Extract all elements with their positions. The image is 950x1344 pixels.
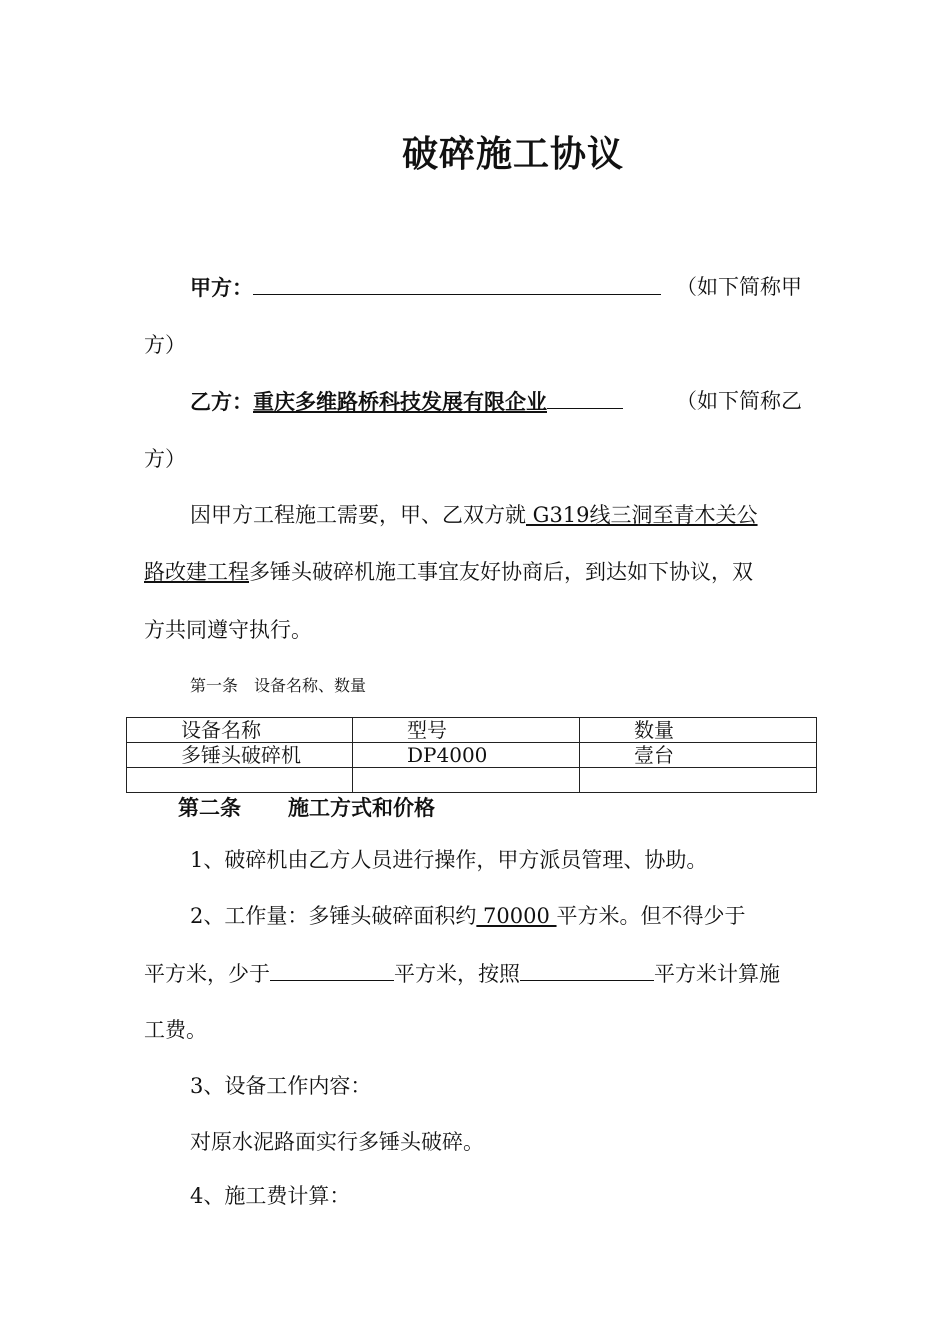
- table-cell: 多锤头破碎机: [127, 743, 353, 768]
- table-cell: [580, 768, 817, 793]
- party-b-label: 乙方：: [190, 389, 253, 414]
- item-2-text-c: 平方米，少于: [144, 962, 270, 986]
- table-cell: [127, 768, 353, 793]
- document-title: 破碎施工协议: [401, 133, 624, 175]
- table-header-cell: 型号: [353, 718, 580, 743]
- equipment-table: [126, 717, 817, 793]
- party-a-label: 甲方：: [190, 275, 253, 300]
- intro-text-2: 多锤头破碎机施工事宜友好协商后，到达如下协议，双: [249, 560, 753, 584]
- intro-line-1: [190, 500, 758, 530]
- table-row: [127, 768, 817, 793]
- party-b-suffix-cont: 方）: [144, 447, 186, 471]
- table-header-row: [127, 718, 817, 743]
- intro-line-3: 方共同遵守执行。: [144, 618, 312, 642]
- party-b-suffix: （如下简称乙: [676, 389, 802, 413]
- min-area-blank: [270, 958, 394, 981]
- article-2-item-3-detail: 对原水泥路面实行多锤头破碎。: [190, 1130, 484, 1154]
- item-2-text-a: 2、工作量：多锤头破碎面积约: [190, 904, 477, 928]
- table-row: [127, 743, 817, 768]
- article-2-item-2-line-3: 工费。: [144, 1018, 207, 1042]
- table-cell: 壹台: [580, 743, 817, 768]
- table-header-cell: 数量: [580, 718, 817, 743]
- article-2-heading: 施工方式和价格: [288, 795, 435, 820]
- article-2-item-2-line-2: [144, 958, 780, 989]
- party-a-blank: [253, 272, 661, 295]
- item-2-text-b: 平方米。但不得少于: [556, 904, 746, 928]
- party-a-suffix: （如下简称甲: [676, 275, 802, 299]
- party-b-blank: [547, 386, 623, 409]
- article-2-item-4: 4、施工费计算：: [190, 1184, 351, 1208]
- item-2-text-e: 平方米计算施: [654, 962, 780, 986]
- table-cell: [353, 768, 580, 793]
- intro-text-1: 因甲方工程施工需要，甲、乙双方就: [190, 503, 526, 527]
- table-cell: DP4000: [353, 743, 580, 768]
- area-value: 70000: [476, 904, 557, 928]
- article-2-number: 第二条: [178, 795, 241, 820]
- article-2-item-3: 3、设备工作内容：: [190, 1074, 372, 1098]
- intro-line-2: [144, 557, 753, 587]
- article-2-item-1: 1、破碎机由乙方人员进行操作，甲方派员管理、协助。: [190, 848, 708, 872]
- project-name-part2: 路改建工程: [144, 560, 249, 584]
- table-header-cell: 设备名称: [127, 718, 353, 743]
- billing-area-blank: [520, 958, 654, 981]
- party-b-name: 重庆多维路桥科技发展有限企业: [253, 389, 547, 414]
- party-a-line: [190, 272, 661, 303]
- article-2-item-2: [190, 901, 746, 931]
- item-2-text-d: 平方米，按照: [394, 962, 520, 986]
- project-name-part1: G319线三洞至青木关公: [526, 503, 758, 527]
- party-a-suffix-cont: 方）: [144, 333, 186, 357]
- article-1-heading: 第一条 设备名称、数量: [190, 676, 367, 695]
- party-b-line: [190, 386, 623, 417]
